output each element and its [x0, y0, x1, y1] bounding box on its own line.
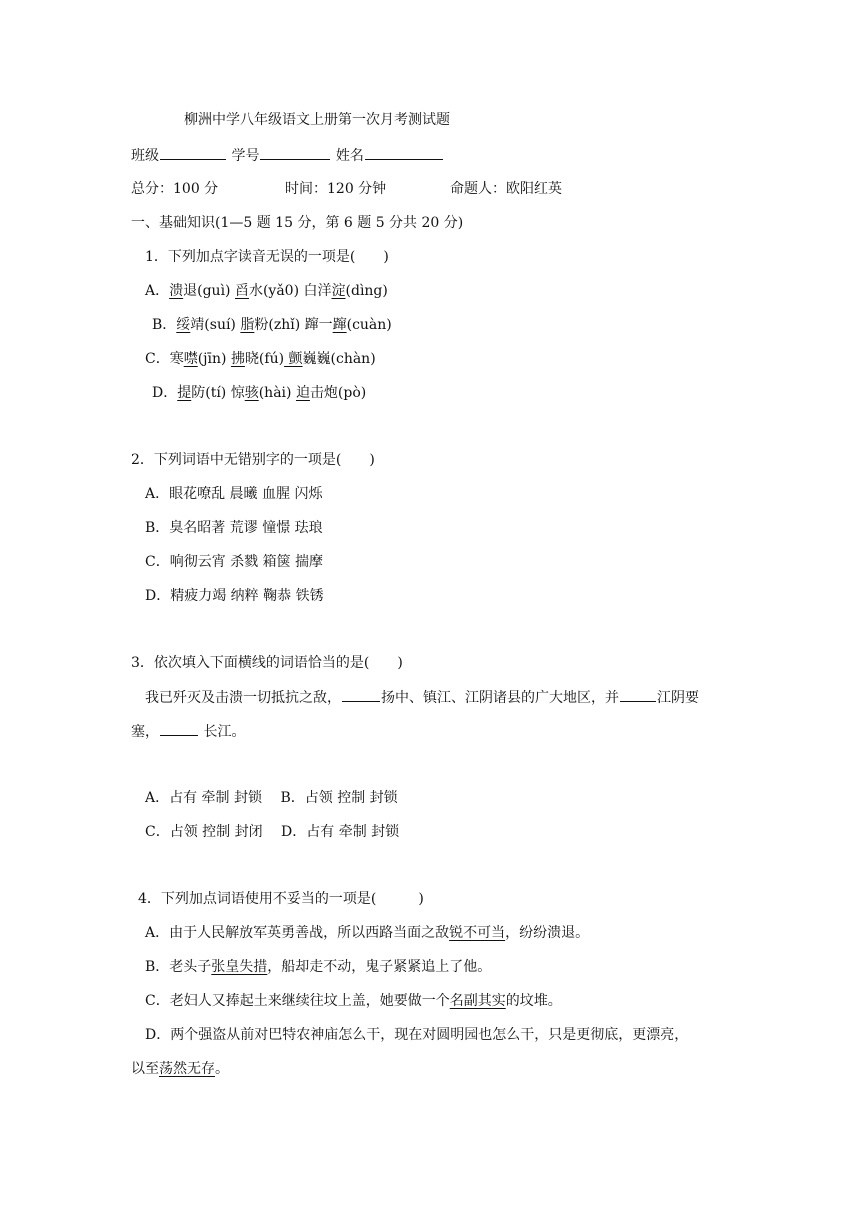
- q4-option-a: A．由于人民解放军英勇善战，所以西路当面之敌锐不可当，纷纷溃退。: [145, 925, 590, 941]
- q1-stem: 1．下列加点字读音无误的一项是( ): [145, 249, 389, 265]
- q2-option-a: A．眼花嘹乱 晨曦 血腥 闪烁: [145, 486, 323, 502]
- q3-passage-line1: 我已歼灭及击溃一切抵抗之敌， 扬中、镇江、江阴诸县的广大地区，并 江阴要: [145, 687, 699, 708]
- q3-stem: 3．依次填入下面横线的词语恰当的是( ): [131, 655, 403, 671]
- section-heading: 一、基础知识(1—5 题 15 分，第 6 题 5 分共 20 分): [131, 215, 464, 231]
- total-score: 总分：100 分: [131, 181, 219, 197]
- q1-option-d: D．提防(tí) 惊骇(hài) 迫击炮(pò): [152, 385, 367, 401]
- student-info-row: [131, 145, 444, 166]
- q3-blank-3[interactable]: [160, 721, 198, 736]
- q4-option-c: C．老妇人又捧起土来继续往坟上盖，她要做一个名副其实的坟堆。: [145, 993, 562, 1009]
- q4-option-d-line1: D．两个强盗从前对巴特农神庙怎么干，现在对圆明园也怎么干，只是更彻底，更漂亮，: [145, 1027, 689, 1043]
- q3-blank-2[interactable]: [620, 687, 656, 702]
- exam-time: 时间：120 分钟: [285, 181, 387, 197]
- q4-option-d-line2: 以至荡然无存。: [131, 1061, 229, 1077]
- class-label: 班级: [131, 148, 159, 164]
- q1-option-c: C．寒噤(jīn) 拂晓(fú) 颤巍巍(chàn): [145, 351, 376, 367]
- q1-option-b: B．绥靖(suí) 脂粉(zhǐ) 蹿一蹿(cuàn): [152, 317, 392, 333]
- id-label: 学号: [231, 148, 260, 164]
- q2-option-c: C．响彻云宵 杀戮 箱箧 揣摩: [145, 554, 324, 570]
- exam-author: 命题人：欧阳红英: [450, 181, 562, 197]
- q4-option-b: B．老头子张皇失措，船却走不动，鬼子紧紧追上了他。: [145, 959, 492, 975]
- q3-passage-line2: 塞， 长江。: [131, 721, 245, 742]
- q2-stem: 2．下列词语中无错别字的一项是( ): [131, 452, 375, 468]
- page-title: 柳洲中学八年级语文上册第一次月考测试题: [184, 112, 450, 128]
- q3-blank-1[interactable]: [342, 687, 380, 702]
- q3-options-row1: A．占有 牵制 封锁 B．占领 控制 封锁: [145, 790, 398, 806]
- q3-options-row2: C．占领 控制 封闭 D．占有 牵制 封锁: [145, 824, 400, 840]
- q4-stem: 4．下列加点词语使用不妥当的一项是( ): [138, 891, 424, 907]
- name-label: 姓名: [335, 148, 364, 164]
- name-blank[interactable]: [365, 145, 443, 160]
- q2-option-d: D．精疲力竭 纳粹 鞠恭 铁锈: [145, 588, 324, 604]
- q1-option-a: A．溃退(guì) 舀水(yǎ0) 白洋淀(dìng): [145, 283, 388, 299]
- id-blank[interactable]: [260, 145, 330, 160]
- class-blank[interactable]: [160, 145, 226, 160]
- q2-option-b: B．臭名昭著 荒谬 憧憬 珐琅: [145, 520, 323, 536]
